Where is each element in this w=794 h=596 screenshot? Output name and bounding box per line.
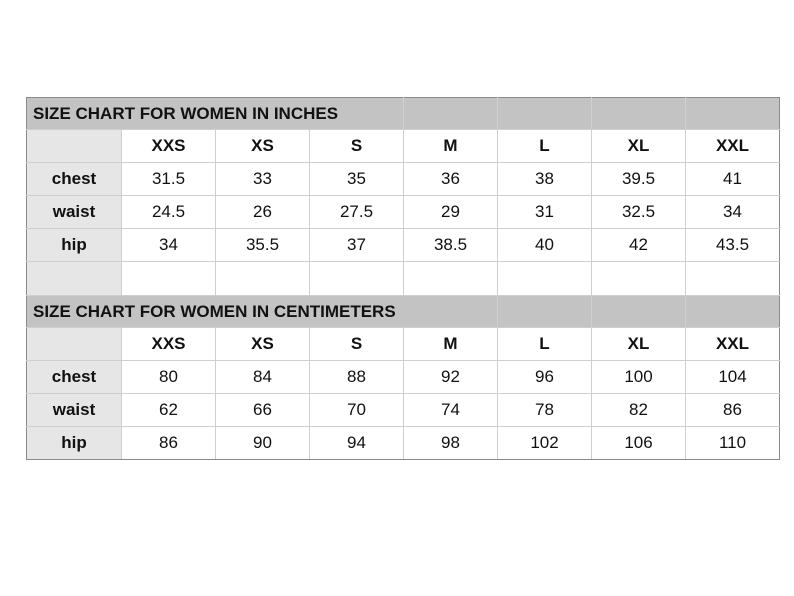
measurement-value: 35 [310,163,404,196]
size-header: M [404,130,498,163]
size-header: XS [216,130,310,163]
measurement-value: 35.5 [216,229,310,262]
size-header: L [498,328,592,361]
measurement-value: 104 [686,361,780,394]
measurement-value: 86 [686,394,780,427]
measurement-value: 36 [404,163,498,196]
size-header: M [404,328,498,361]
measurement-value: 31.5 [122,163,216,196]
size-header: S [310,328,404,361]
measurement-value: 96 [498,361,592,394]
spacer-row [27,262,780,296]
size-header: XXS [122,130,216,163]
measurement-value: 98 [404,427,498,460]
inches-title-row [27,98,780,130]
table-row [27,196,780,229]
measurement-value: 62 [122,394,216,427]
table-row [27,229,780,262]
size-header: XL [592,130,686,163]
inches-title: SIZE CHART FOR WOMEN IN INCHES [27,98,404,130]
measurement-value: 78 [498,394,592,427]
measurement-value: 106 [592,427,686,460]
size-header: XXL [686,130,780,163]
size-header: S [310,130,404,163]
measurement-value: 66 [216,394,310,427]
measurement-value: 29 [404,196,498,229]
measurement-value: 24.5 [122,196,216,229]
size-header: XXL [686,328,780,361]
size-header: L [498,130,592,163]
measurement-value: 38.5 [404,229,498,262]
measurement-value: 26 [216,196,310,229]
measurement-value: 110 [686,427,780,460]
measurement-value: 90 [216,427,310,460]
measurement-value: 41 [686,163,780,196]
table-row [27,427,780,460]
measurement-value: 74 [404,394,498,427]
measurement-label: chest [27,361,122,394]
centimeters-title: SIZE CHART FOR WOMEN IN CENTIMETERS [27,296,498,328]
measurement-value: 32.5 [592,196,686,229]
table-row [27,394,780,427]
measurement-value: 70 [310,394,404,427]
measurement-value: 86 [122,427,216,460]
measurement-value: 92 [404,361,498,394]
inches-size-header-row [27,130,780,163]
measurement-label: chest [27,163,122,196]
measurement-value: 38 [498,163,592,196]
measurement-value: 100 [592,361,686,394]
measurement-label: waist [27,394,122,427]
size-header: XS [216,328,310,361]
measurement-label: hip [27,229,122,262]
measurement-value: 102 [498,427,592,460]
measurement-label: hip [27,427,122,460]
measurement-value: 94 [310,427,404,460]
measurement-value: 88 [310,361,404,394]
size-chart-table [26,97,780,460]
centimeters-title-row [27,296,780,328]
measurement-value: 43.5 [686,229,780,262]
measurement-value: 27.5 [310,196,404,229]
measurement-value: 37 [310,229,404,262]
measurement-value: 82 [592,394,686,427]
header-corner-cell [27,328,122,361]
measurement-label: waist [27,196,122,229]
measurement-value: 31 [498,196,592,229]
measurement-value: 34 [686,196,780,229]
measurement-value: 84 [216,361,310,394]
measurement-value: 80 [122,361,216,394]
size-header: XXS [122,328,216,361]
measurement-value: 40 [498,229,592,262]
table-row [27,163,780,196]
measurement-value: 42 [592,229,686,262]
size-header: XL [592,328,686,361]
measurement-value: 33 [216,163,310,196]
centimeters-size-header-row [27,328,780,361]
table-row [27,361,780,394]
measurement-value: 34 [122,229,216,262]
header-corner-cell [27,130,122,163]
measurement-value: 39.5 [592,163,686,196]
